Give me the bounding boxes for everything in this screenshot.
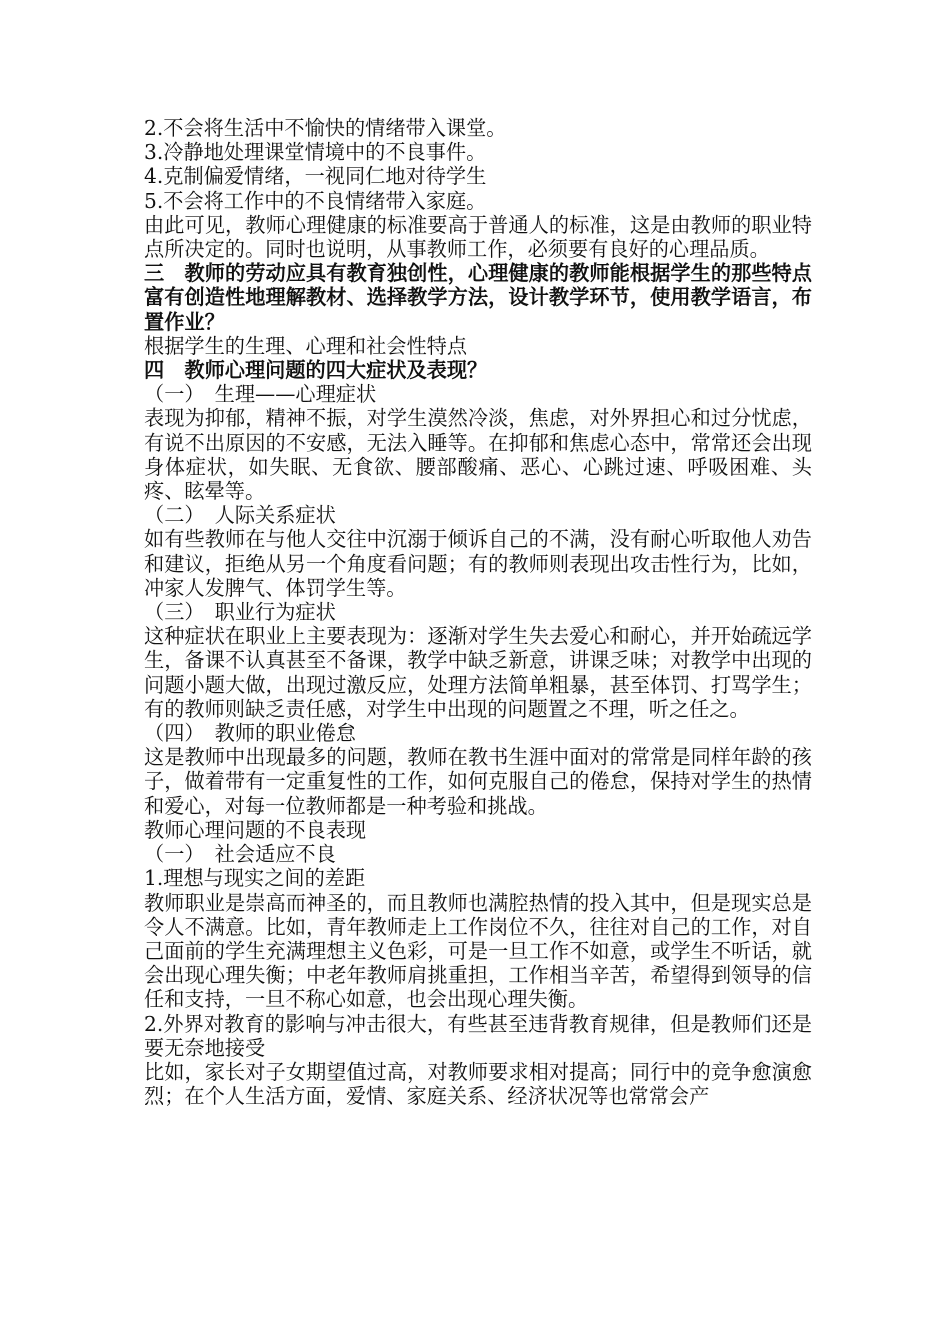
subsection-heading: （一） 生理——心理症状 — [144, 382, 377, 407]
body-paragraph: 比如，家长对子女期望值过高，对教师要求相对提高；同行中的竞争愈演愈烈；在个人生活方面，爱情、家庭关系、经济状况等也常常会产 — [144, 1059, 812, 1109]
subsection-heading: （一） 社会适应不良 — [144, 842, 336, 867]
body-paragraph: 教师职业是崇高而神圣的，而且教师也满腔热情的投入其中，但是现实总是令人不满意。比如，青年教师走上工作岗位不久，往往对自己的工作，对自己面前的学生充满理想主义色彩，可是一旦工作不如意，或学生不听话，就会出现心理失衡；中老年教师肩挑重担，工作相当辛苦，希望得到领导的信任和支持，一旦不称心如意，也会出现心理失衡。 — [144, 890, 812, 1012]
list-item-4: 4.克制偏爱情绪，一视同仁地对待学生 — [144, 164, 487, 189]
subsection-heading: （四） 教师的职业倦怠 — [144, 721, 356, 746]
section-heading-4: 四 教师心理问题的四大症状及表现？ — [144, 358, 488, 383]
body-paragraph: 表现为抑郁，精神不振，对学生漠然冷淡，焦虑，对外界担心和过分忧虑，有说不出原因的不安感，无法入睡等。在抑郁和焦虑心态中，常常还会出现身体症状，如失眠、无食欲、腰部酸痛、恶心、心跳过速、呼吸困难、头疼、眩晕等。 — [144, 406, 812, 504]
subheading: 教师心理问题的不良表现 — [144, 817, 367, 842]
document-page — [144, 116, 812, 1108]
list-item-1: 1.理想与现实之间的差距 — [144, 866, 366, 891]
list-item-2: 2.外界对教育的影响与冲击很大，有些甚至违背教育规律，但是教师们还是要无奈地接受 — [144, 1011, 812, 1060]
subsection-heading: （二） 人际关系症状 — [144, 503, 336, 528]
body-paragraph: 这是教师中出现最多的问题，教师在教书生涯中面对的常常是同样年龄的孩子，做着带有一定重复性的工作，如何克服自己的倦怠，保持对学生的热情和爱心，对每一位教师都是一种考验和挑战。 — [144, 745, 812, 818]
body-paragraph: 如有些教师在与他人交往中沉溺于倾诉自己的不满，没有耐心听取他人劝告和建议，拒绝从另一个角度看问题；有的教师则表现出攻击性行为，比如，冲家人发脾气、体罚学生等。 — [144, 527, 812, 600]
body-paragraph: 根据学生的生理、心理和社会性特点 — [144, 333, 468, 358]
list-item-3: 3.冷静地处理课堂情境中的不良事件。 — [144, 140, 487, 165]
body-paragraph: 这种症状在职业上主要表现为：逐渐对学生失去爱心和耐心，并开始疏远学生，备课不认真甚至不备课，教学中缺乏新意，讲课乏味；对教学中出现的问题小题大做，出现过激反应，处理方法简单粗暴，甚至体罚、打骂学生；有的教师则缺乏责任感，对学生中出现的问题置之不理，听之任之。 — [144, 624, 812, 721]
body-paragraph: 由此可见，教师心理健康的标准要高于普通人的标准，这是由教师的职业特点所决定的。同时也说明，从事教师工作，必须要有良好的心理品质。 — [144, 212, 812, 262]
list-item-5: 5.不会将工作中的不良情绪带入家庭。 — [144, 188, 487, 213]
section-heading-3: 三 教师的劳动应具有教育独创性，心理健康的教师能根据学生的那些特点富有创造性地理解教材、选择教学方法，设计教学环节，使用教学语言，布置作业？ — [144, 261, 812, 334]
list-item-2: 2.不会将生活中不愉快的情绪带入课堂。 — [144, 116, 507, 140]
subsection-heading: （三） 职业行为症状 — [144, 600, 336, 625]
